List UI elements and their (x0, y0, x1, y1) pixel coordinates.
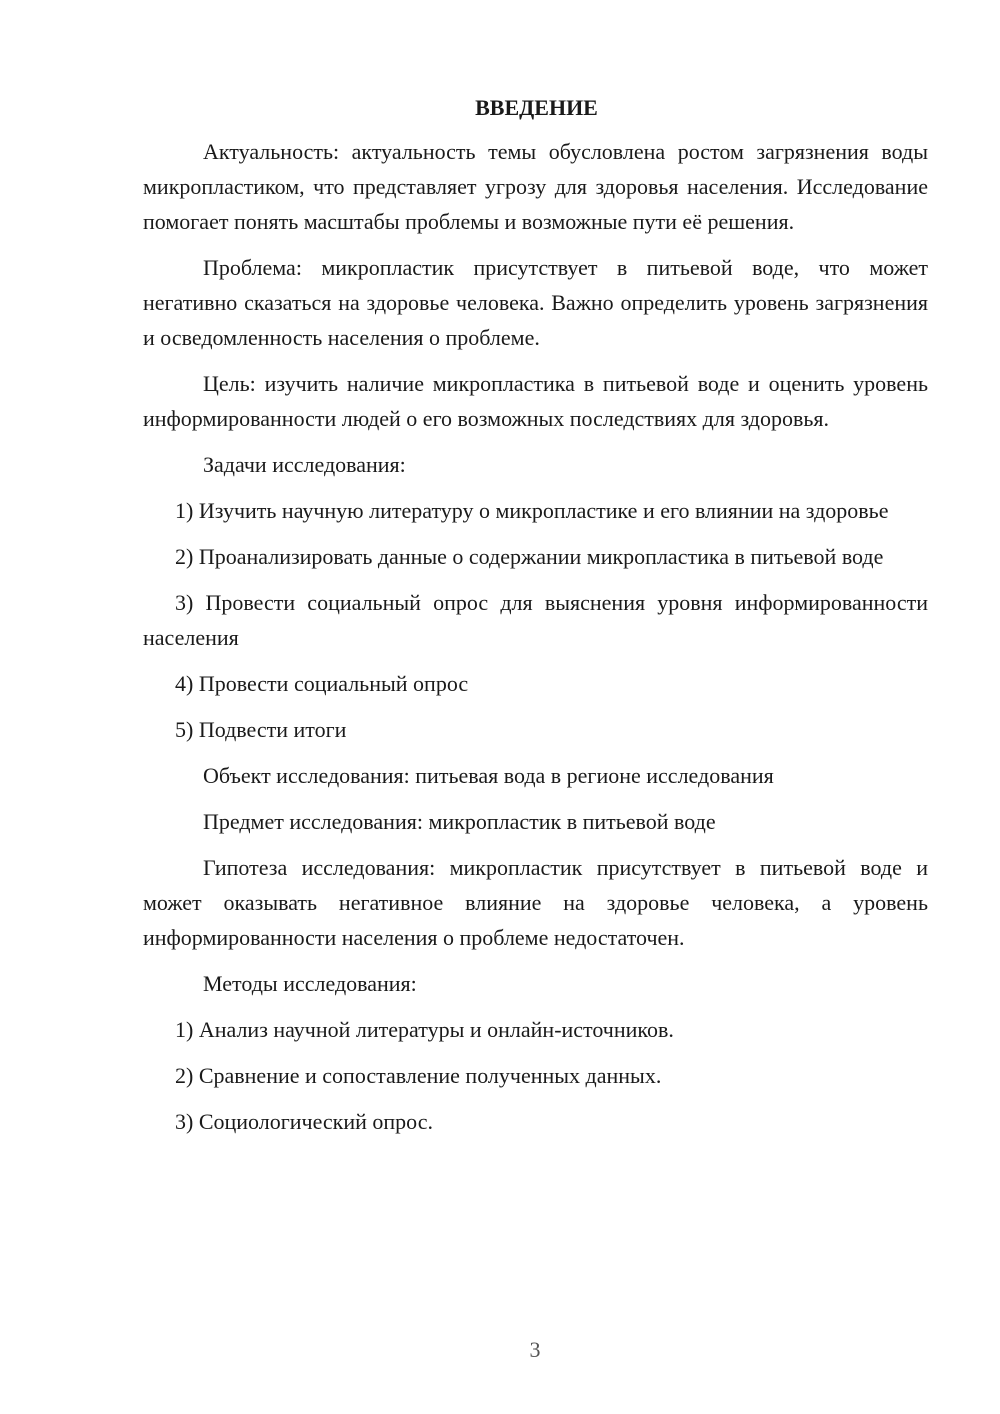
task-item-4: 4) Провести социальный опрос (175, 671, 469, 696)
paragraph-subject: Предмет исследования: микропластик в питьевой воде (203, 809, 716, 834)
methods-heading: Методы исследования: (203, 971, 417, 996)
paragraph-hypothesis: Гипотеза исследования: микропластик присутствует в питьевой воде и может оказывать негативное влияние на здоровье человека, а уровень информированности населения о проблеме недостаточен. (143, 855, 928, 950)
page-number: 3 (529, 1337, 541, 1362)
method-item-2: 2) Сравнение и сопоставление полученных данных. (175, 1063, 662, 1088)
page-title: ВВЕДЕНИЕ (475, 95, 598, 120)
tasks-heading: Задачи исследования: (203, 452, 406, 477)
paragraph-relevance: Актуальность: актуальность темы обусловлена ростом загрязнения воды микропластиком, что представляет угрозу для здоровья населения. Исследование помогает понять масштабы проблемы и возможные пути её решения. (143, 139, 928, 234)
task-item-1: 1) Изучить научную литературу о микропластике и его влиянии на здоровье (175, 498, 889, 523)
method-item-3: 3) Социологический опрос. (175, 1109, 433, 1134)
document-page (143, 88, 928, 1150)
paragraph-object: Объект исследования: питьевая вода в регионе исследования (203, 763, 774, 788)
task-item-2: 2) Проанализировать данные о содержании микропластика в питьевой воде (175, 544, 884, 569)
task-item-3: 3) Провести социальный опрос для выяснения уровня информированности населения (143, 590, 928, 650)
paragraph-problem: Проблема: микропластик присутствует в питьевой воде, что может негативно сказаться на здоровье человека. Важно определить уровень загрязнения и осведомленность населения о проблеме. (143, 255, 928, 350)
method-item-1: 1) Анализ научной литературы и онлайн-источников. (175, 1017, 674, 1042)
paragraph-goal: Цель: изучить наличие микропластика в питьевой воде и оценить уровень информированности людей о его возможных последствиях для здоровья. (143, 371, 928, 431)
task-item-5: 5) Подвести итоги (175, 717, 347, 742)
